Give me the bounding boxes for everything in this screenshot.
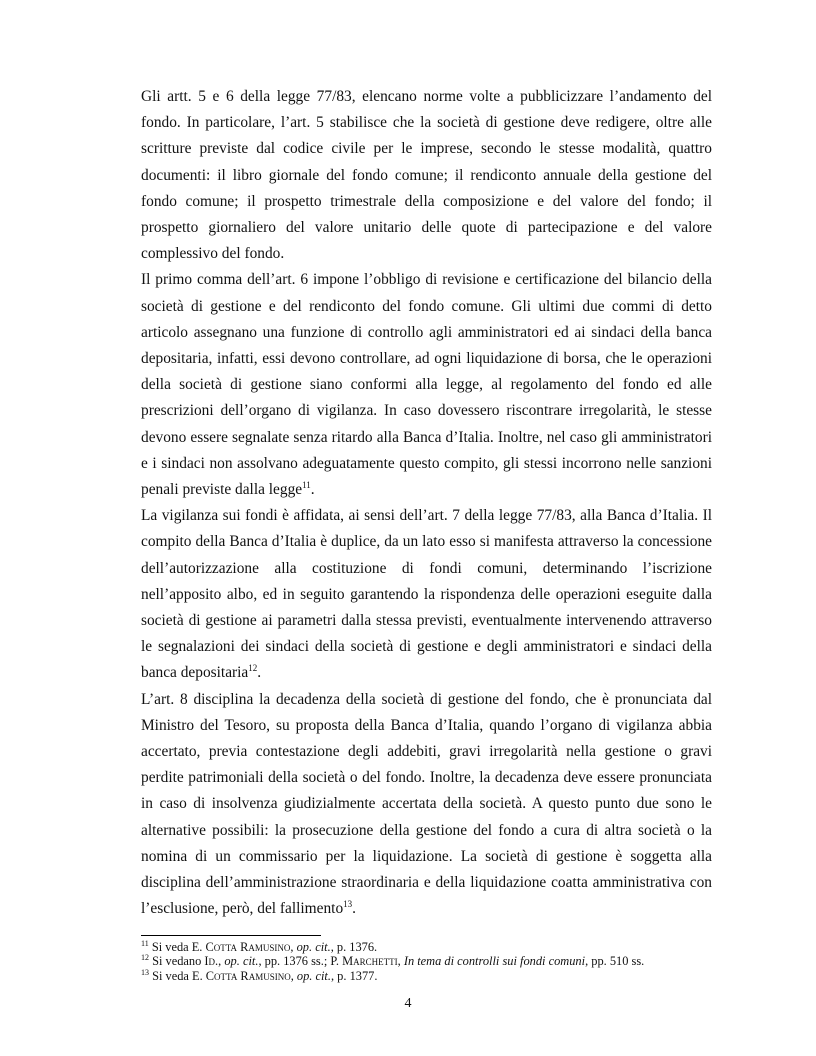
- paragraph-1: Gli artt. 5 e 6 della legge 77/83, elencano norme volte a pubblicizzare l’andamento del fondo. In particolare, l’art. 5 stabilisce che la società di gestione deve redigere, oltre alle scritture previste dal codice civile per le imprese, secondo le stesse modalità, quattro documenti: il libro giornale del fondo comune; il rendiconto annuale della gestione del fondo comune; il prospetto trimestrale della composizione e del valore del fondo; il prospetto giornaliero del valore unitario delle quote di partecipazione e del valore complessivo del fondo.: [141, 88, 712, 263]
- footnote-separator: [141, 935, 321, 936]
- paragraph-4: L’art. 8 disciplina la decadenza della società di gestione del fondo, che è pronunciata dal Ministro del Tesoro, su proposta della Banca d’Italia, quando l’organo di vigilanza abbia accertato, previa contestazione degli addebiti, gravi irregolarità nella gestione o gravi perdite patrimoniali della società o del fondo. Inoltre, la decadenza deve essere pronunciata in caso di insolvenza giudizialmente accertata della società. A questo punto due sono le alternative possibili: la prosecuzione della gestione del fondo a cura di altra società o la nomina di un commissario per la liquidazione. La società di gestione è soggetta alla disciplina dell’amministrazione straordinaria e della liquidazione coatta amministrativa con l’esclusione, però, del fallimento$^{13}$.: [141, 690, 712, 918]
- footnotes: [141, 940, 721, 983]
- footnote-13: $^{13}$ Si veda E. Cotta Ramusino, op. cit., p. 1377.: [141, 967, 378, 983]
- page-number: 4: [404, 996, 412, 1011]
- footnote-ref-13: 13: [343, 899, 353, 910]
- footnote-ref-11: 11: [302, 479, 311, 490]
- paragraph-3: La vigilanza sui fondi è affidata, ai sensi dell’art. 7 della legge 77/83, alla Banca d’Italia. Il compito della Banca d’Italia è duplice, da un lato esso si manifesta attraverso la concessione dell’autorizzazione alla costituzione di fondi comuni, determinando l’iscrizione nell’apposito albo, ed in seguito garantendo la rispondenza delle operazioni eseguite dalla società di gestione ai parametri dalla stessa previsti, eventualmente intervenendo attraverso le segnalazioni dei sindaci della società di gestione e degli amministratori e sindaci della banca depositaria$^{12}$.: [141, 507, 712, 682]
- footnote-12: $^{12}$ Si vedano Id., op. cit., pp. 1376 ss.; P. Marchetti, In tema di controlli sui fondi comuni, pp. 510 ss.: [141, 953, 645, 969]
- paragraph-2: Il primo comma dell’art. 6 impone l’obbligo di revisione e certificazione del bilancio della società di gestione e del rendiconto del fondo comune. Gli ultimi due commi di detto articolo assegnano una funzione di controllo agli amministratori ed ai sindaci della banca depositaria, infatti, essi devono controllare, ad ogni liquidazione di borsa, che le operazioni della società di gestione siano conformi alla legge, al regolamento del fondo ed alle prescrizioni dell’organo di vigilanza. In caso dovessero riscontrare irregolarità, le stesse devono essere segnalate senza ritardo alla Banca d’Italia. Inoltre, nel caso gli amministratori e i sindaci non assolvano adeguatamente questo compito, gli stessi incorrono nelle sanzioni penali previste dalla legge$^{11}$.: [141, 271, 712, 499]
- footnote-11: $^{11}$ Si veda E. Cotta Ramusino, op. cit., p. 1376.: [141, 938, 378, 954]
- body-text: [141, 84, 712, 923]
- footnote-ref-12: 12: [248, 663, 258, 674]
